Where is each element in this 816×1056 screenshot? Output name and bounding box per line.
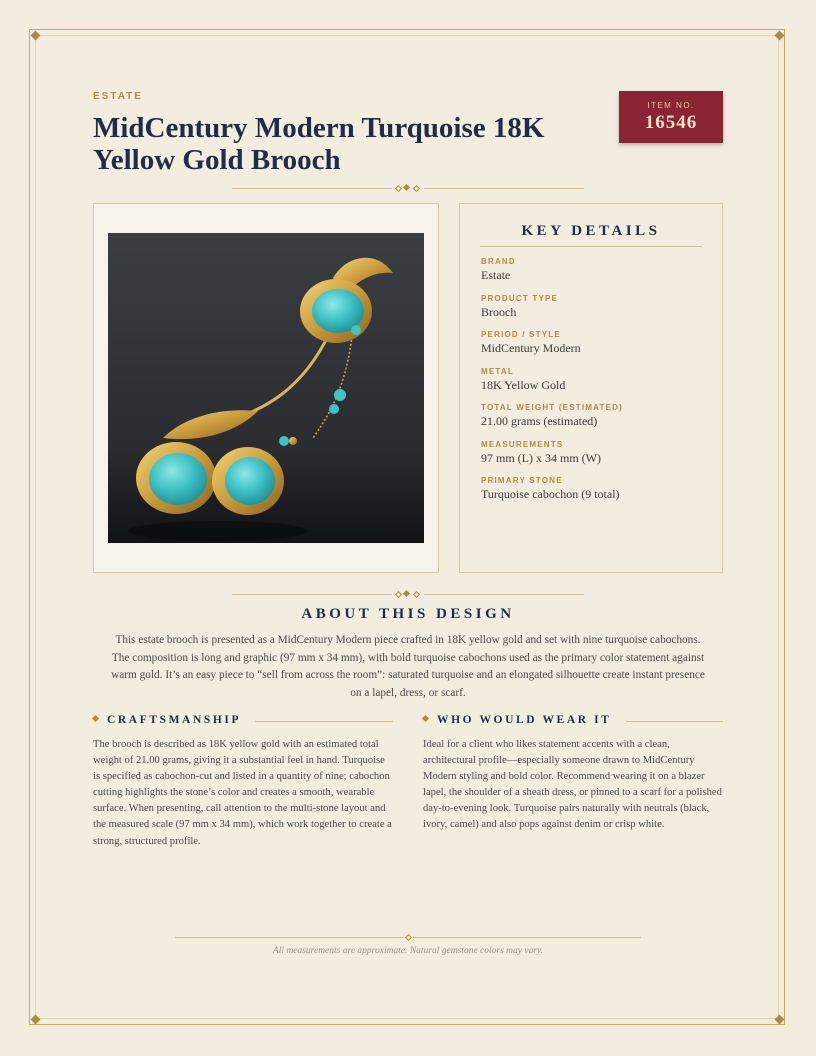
wearer-heading-text: WHO WOULD WEAR IT: [437, 714, 612, 726]
brooch-image: [108, 233, 424, 543]
detail-label: TOTAL WEIGHT (ESTIMATED): [481, 403, 623, 412]
footer-note: All measurements are approximate. Natural gemstone colors may vary.: [272, 946, 544, 956]
diamond-bullet-icon: [92, 715, 99, 722]
detail-product-type: [481, 294, 711, 320]
item-number-badge: [619, 91, 723, 143]
detail-measurements: [481, 440, 711, 466]
craftsmanship-rule: [255, 721, 393, 722]
detail-brand: [481, 257, 711, 283]
footer-divider: [175, 932, 641, 942]
key-details-rule: [480, 246, 702, 247]
craftsmanship-heading-text: CRAFTSMANSHIP: [107, 714, 242, 726]
wearer-heading: [423, 714, 611, 728]
brand-eyebrow: ESTATE: [93, 91, 143, 102]
about-paragraph: This estate brooch is presented as a MidCentury Modern piece crafted in 18K yellow gold and set with nine turquoise cabochons. The composition is long and graphic (97 mm x 34 mm), with bold turquoise cabochons used as the primary color statement against warm gold. It’s an easy piece to “sell from across the room”: saturated turquoise and an elongated silhouette create instant presence on a lapel, dress, or scarf.: [111, 634, 705, 699]
key-details-heading: KEY DETAILS: [521, 223, 661, 239]
detail-label: METAL: [481, 367, 514, 376]
detail-label: BRAND: [481, 257, 516, 266]
detail-value: 21.00 grams (estimated): [481, 414, 598, 428]
craftsmanship-paragraph: The brooch is described as 18K yellow gold with an estimated total weight of 21.00 grams, giving it a substantial feel in hand. Turquoise is specified as cabochon-cut and listed in a quantity of nine; cabochon cutting highlights the stone’s color and creates a smooth, wearable surface. When presenting, call attention to the multi-stone layout and the measured scale (97 mm x 34 mm), which work together to create a strong, structured profile.: [93, 739, 392, 847]
detail-label: PRODUCT TYPE: [481, 294, 559, 303]
detail-metal: [481, 367, 711, 393]
about-heading: ABOUT THIS DESIGN: [301, 606, 515, 622]
detail-primary-stone: [481, 476, 711, 502]
wearer-rule: [626, 721, 723, 722]
detail-value: Turquoise cabochon (9 total): [481, 487, 620, 501]
detail-value: Estate: [481, 268, 511, 282]
diamond-bullet-icon: [422, 715, 429, 722]
page-title: MidCentury Modern Turquoise 18K Yellow Gold Brooch: [93, 112, 545, 176]
detail-label: PERIOD / STYLE: [481, 330, 561, 339]
detail-total-weight: [481, 403, 711, 429]
wearer-paragraph: Ideal for a client who likes statement accents with a clean, architectural profile—especially someone drawn to MidCentury Modern styling and bold color. Recommend wearing it on a blazer lapel, the shoulder of a sheath dress, or pinned to a scarf for a polished day-to-evening look. Turquoise pairs naturally with neutrals (black, ivory, camel) and also pops against denim or crisp white.: [423, 739, 722, 831]
detail-value: 97 mm (L) x 34 mm (W): [481, 451, 601, 465]
detail-value: Brooch: [481, 305, 517, 319]
detail-value: MidCentury Modern: [481, 341, 581, 355]
section-divider: [232, 589, 584, 599]
product-photo: [108, 233, 424, 543]
detail-period-style: [481, 330, 711, 356]
title-divider: [232, 183, 584, 193]
detail-label: MEASUREMENTS: [481, 440, 564, 449]
key-details-card: [459, 203, 723, 573]
craftsmanship-heading: [93, 714, 241, 728]
detail-value: 18K Yellow Gold: [481, 378, 566, 392]
item-number-value: 16546: [644, 112, 698, 133]
item-number-label: ITEM NO.: [647, 101, 695, 110]
detail-label: PRIMARY STONE: [481, 476, 563, 485]
